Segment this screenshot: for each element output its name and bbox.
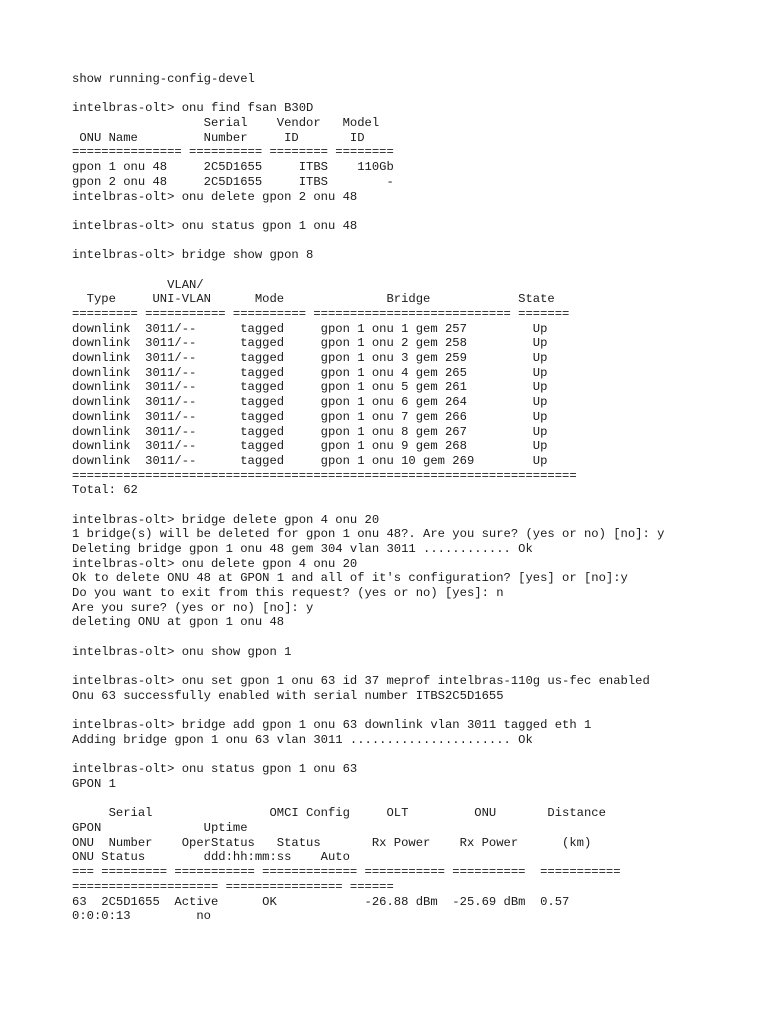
terminal-line [72, 792, 762, 807]
terminal-line: ========= =========== ========== =========================== ======= [72, 307, 570, 321]
terminal-line: downlink 3011/-- tagged gpon 1 onu 4 gem 265 Up [72, 365, 548, 380]
terminal-line: downlink 3011/-- tagged gpon 1 onu 3 gem 259 Up [72, 351, 548, 366]
terminal-line: Are you sure? (yes or no) [no]: y [72, 600, 314, 615]
terminal-line: intelbras-olt> onu delete gpon 4 onu 20 [72, 556, 358, 571]
terminal-line [72, 748, 762, 763]
terminal-line: Serial OMCI Config OLT ONU Distance [72, 806, 606, 821]
terminal-line: ONU Status ddd:hh:mm:ss Auto [72, 850, 350, 865]
terminal-line: 63 2C5D1655 Active OK -26.88 dBm -25.69 dBm 0.57 [72, 894, 570, 909]
terminal-line: downlink 3011/-- tagged gpon 1 onu 1 gem 257 Up [72, 321, 548, 336]
terminal-line: =============== ========== ======== ======== [72, 145, 394, 160]
terminal-line: Total: 62 [72, 483, 138, 498]
terminal-line: 0:0:0:13 no [72, 909, 211, 924]
terminal-line: ===================================================================== [72, 468, 577, 483]
terminal-line: downlink 3011/-- tagged gpon 1 onu 2 gem 258 Up [72, 336, 548, 351]
terminal-line: intelbras-olt> bridge add gpon 1 onu 63 downlink vlan 3011 tagged eth 1 [72, 718, 592, 733]
terminal-line: intelbras-olt> onu delete gpon 2 onu 48 [72, 189, 358, 204]
terminal-output [72, 72, 762, 924]
terminal-line: ONU Number OperStatus Status Rx Power Rx Power (km) [72, 835, 592, 850]
terminal-line: downlink 3011/-- tagged gpon 1 onu 10 gem 269 Up [72, 453, 548, 468]
terminal-line [72, 498, 762, 513]
terminal-line [72, 263, 762, 278]
terminal-line: Deleting bridge gpon 1 onu 48 gem 304 vlan 3011 ............ Ok [72, 542, 533, 556]
terminal-line: downlink 3011/-- tagged gpon 1 onu 6 gem 264 Up [72, 395, 548, 410]
terminal-line: downlink 3011/-- tagged gpon 1 onu 8 gem 267 Up [72, 424, 548, 439]
terminal-line: ==================== ================ ====== [72, 879, 394, 894]
terminal-line: === ========= =========== ============= =========== ========== =========== [72, 865, 621, 880]
terminal-line: GPON Uptime [72, 821, 248, 836]
terminal-line [72, 87, 762, 102]
terminal-line [72, 204, 762, 219]
terminal-line: intelbras-olt> onu set gpon 1 onu 63 id 37 meprof intelbras-110g us-fec enabled [72, 674, 650, 689]
terminal-line: show running-config-devel [72, 72, 255, 86]
terminal-line: downlink 3011/-- tagged gpon 1 onu 9 gem 268 Up [72, 439, 548, 454]
terminal-line: GPON 1 [72, 777, 116, 791]
terminal-line: Do you want to exit from this request? (yes or no) [yes]: n [72, 586, 504, 601]
terminal-line [72, 630, 762, 645]
terminal-line: intelbras-olt> onu find fsan B30D [72, 101, 314, 116]
terminal-line: downlink 3011/-- tagged gpon 1 onu 7 gem 266 Up [72, 409, 548, 424]
terminal-line: Onu 63 successfully enabled with serial number ITBS2C5D1655 [72, 688, 504, 703]
terminal-line: Serial Vendor Model [72, 116, 380, 131]
terminal-line [72, 660, 762, 675]
terminal-line: Ok to delete ONU 48 at GPON 1 and all of it's configuration? [yes] or [no]:y [72, 571, 628, 586]
terminal-line: deleting ONU at gpon 1 onu 48 [72, 615, 285, 630]
terminal-line [72, 704, 762, 719]
terminal-line: downlink 3011/-- tagged gpon 1 onu 5 gem 261 Up [72, 380, 548, 395]
terminal-line: gpon 1 onu 48 2C5D1655 ITBS 110Gb [72, 160, 394, 175]
terminal-line: intelbras-olt> bridge show gpon 8 [72, 248, 314, 263]
terminal-line: gpon 2 onu 48 2C5D1655 ITBS - [72, 174, 394, 189]
terminal-line: intelbras-olt> bridge delete gpon 4 onu 20 [72, 512, 380, 527]
terminal-line: ONU Name Number ID ID [72, 130, 365, 145]
terminal-line: 1 bridge(s) will be deleted for gpon 1 onu 48?. Are you sure? (yes or no) [no]: y [72, 527, 665, 542]
terminal-line: Type UNI-VLAN Mode Bridge State [72, 292, 555, 307]
terminal-line [72, 234, 762, 249]
terminal-line: Adding bridge gpon 1 onu 63 vlan 3011 ...................... Ok [72, 732, 533, 747]
terminal-line: intelbras-olt> onu status gpon 1 onu 48 [72, 218, 358, 233]
terminal-line: VLAN/ [72, 277, 204, 292]
terminal-line: intelbras-olt> onu status gpon 1 onu 63 [72, 762, 358, 777]
terminal-line: intelbras-olt> onu show gpon 1 [72, 644, 292, 659]
